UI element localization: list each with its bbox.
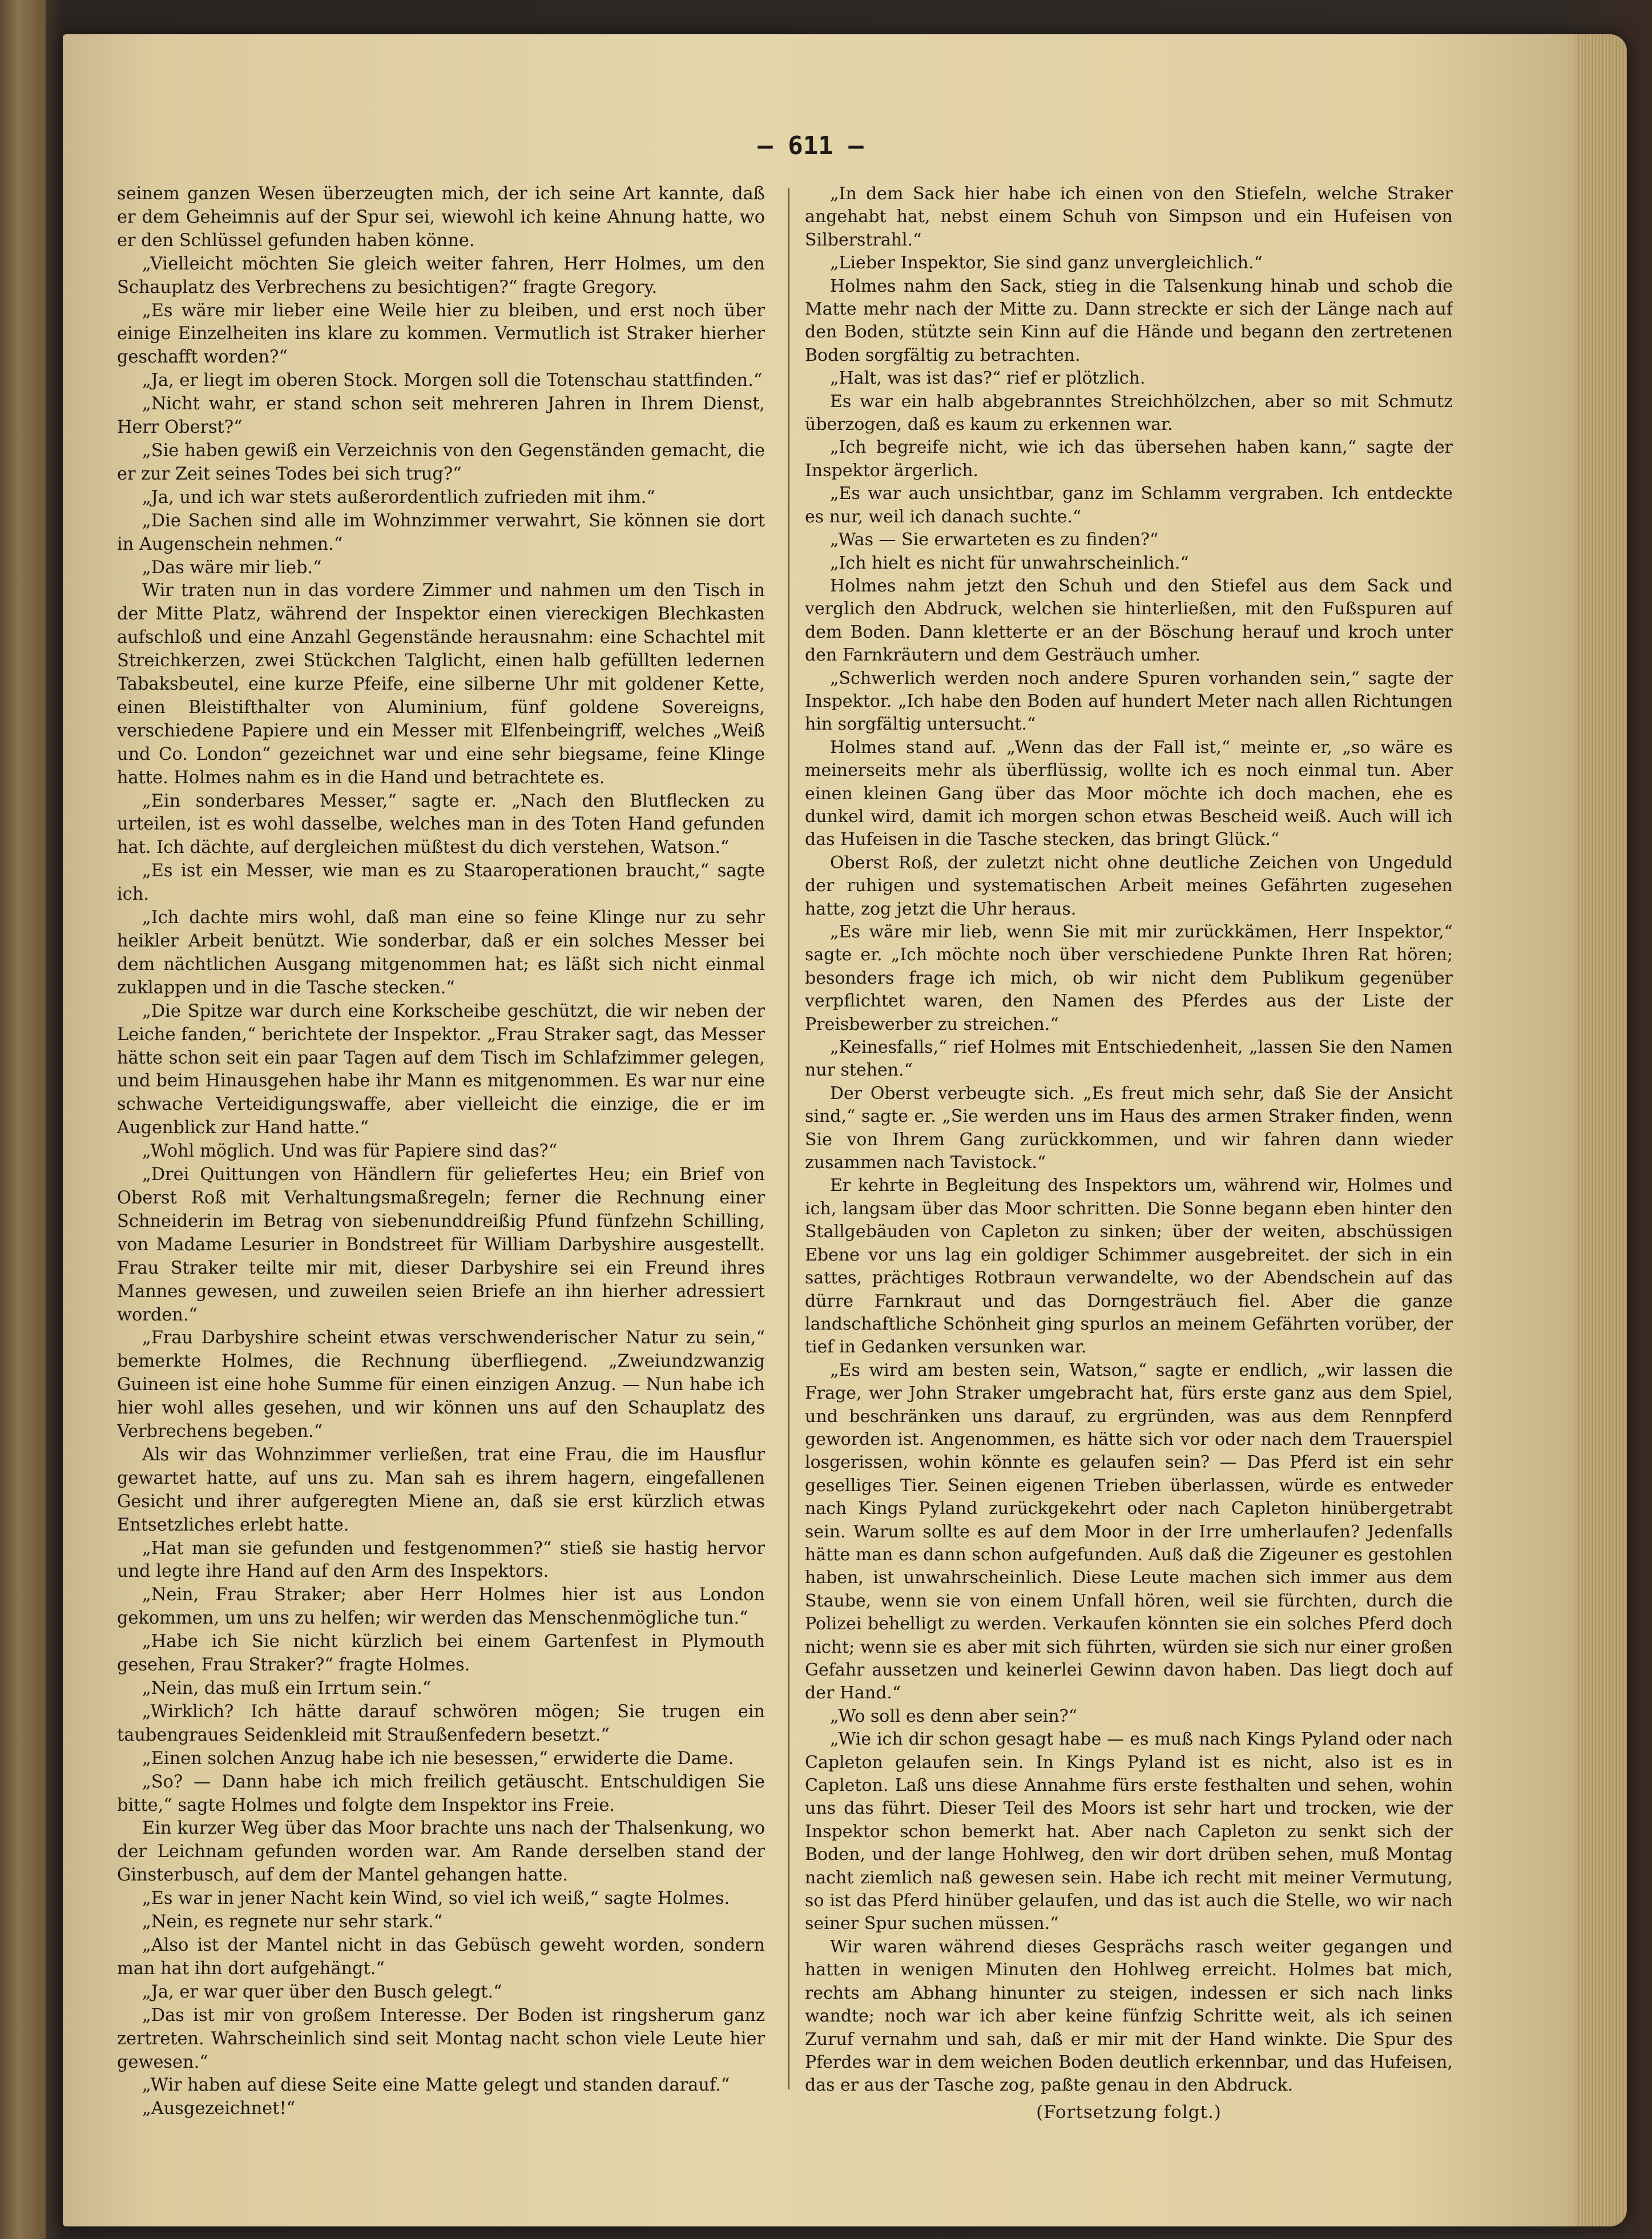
paragraph: „Das ist mir von großem Interesse. Der Boden ist ringsherum ganz zertreten. Wahrscheinlich sind seit Montag nacht schon viele Leute hier gewesen.“ xyxy=(117,2005,765,2072)
paragraph: „Also ist der Mantel nicht in das Gebüsch geweht worden, sondern man hat ihn dort aufgehängt.“ xyxy=(117,1935,765,1979)
paragraph: „Schwerlich werden noch andere Spuren vorhanden sein,“ sagte der Inspektor. „Ich habe den Boden auf hundert Meter nach allen Richtungen hin sorgfältig untersucht.“ xyxy=(805,668,1453,735)
paragraph: „Sie haben gewiß ein Verzeichnis von den Gegenständen gemacht, die er zur Zeit seines Todes bei sich trug?“ xyxy=(117,440,765,484)
paragraph: Es war ein halb abgebranntes Streichhölzchen, aber so mit Schmutz überzogen, daß es kaum zu erkennen war. xyxy=(805,391,1453,435)
paragraph: „Wirklich? Ich hätte darauf schwören mögen; Sie trugen ein taubengraues Seidenkleid mit Straußenfedern besetzt.“ xyxy=(117,1701,765,1745)
paragraph: „Ausgezeichnet!“ xyxy=(142,2099,296,2119)
paragraph: „Das wäre mir lieb.“ xyxy=(142,557,322,578)
paragraph: Wir traten nun in das vordere Zimmer und nahmen um den Tisch in der Mitte Platz, während der Inspektor einen viereckigen Blechkasten aufschloß und eine Anzahl Gegenstände herausnahm: eine Schachtel mit Streichkerzen, zwei Stückchen Talglicht, einen halb gefüllten ledernen Tabaksbeutel, eine kurze Pfeife, eine silberne Uhr mit goldener Kette, einen Bleistifthalter von Aluminium, fünf goldene Sovereigns, verschiedene Papiere und ein Messer mit Elfenbeingriff, welches „Weiß und Co. London“ gezeichnet war und eine sehr biegsame, feine Klinge hatte. Holmes nahm es in die Hand und betrachtete es. xyxy=(117,581,765,788)
paragraph: „Ich hielt es nicht für unwahrscheinlich.“ xyxy=(830,553,1189,573)
paragraph: „Nicht wahr, er stand schon seit mehreren Jahren in Ihrem Dienst, Herr Oberst?“ xyxy=(117,394,765,438)
paragraph: „Ja, er war quer über den Busch gelegt.“ xyxy=(142,1982,502,2002)
paragraph: „Ja, er liegt im oberen Stock. Morgen soll die Totenschau stattfinden.“ xyxy=(142,371,763,391)
paragraph: „Es war auch unsichtbar, ganz im Schlamm vergraben. Ich entdeckte es nur, weil ich danach suchte.“ xyxy=(805,484,1453,527)
paragraph: Holmes stand auf. „Wenn das der Fall ist,“ meinte er, „so wäre es meinerseits mehr als überflüssig, wollte ich es noch einmal tun. Aber einen kleinen Gang über das Moor möchte ich doch machen, ehe es dunkel wird, damit ich morgen schon etwas Bescheid weiß. Auch will ich das Hufeisen in die Tasche stecken, das bringt Glück.“ xyxy=(805,737,1453,850)
paragraph: „Ich dachte mirs wohl, daß man eine so feine Klinge nur zu sehr heikler Arbeit benützt. Wie sonderbar, daß er ein solches Messer bei dem nächtlichen Ausgang mitgenommen hat; es läßt sich nicht einmal zuklappen und in die Tasche stecken.“ xyxy=(117,908,765,998)
paragraph: „Nein, das muß ein Irrtum sein.“ xyxy=(142,1678,432,1698)
paragraph: „Lieber Inspektor, Sie sind ganz unvergleichlich.“ xyxy=(830,253,1263,273)
paragraph: Ein kurzer Weg über das Moor brachte uns nach der Thalsenkung, wo der Leichnam gefunden worden war. Am Rande derselben stand der Ginsterbusch, auf dem der Mantel gehangen hatte. xyxy=(117,1818,765,1886)
paragraph: „Hat man sie gefunden und festgenommen?“ stieß sie hastig hervor und legte ihre Hand auf den Arm des Inspektors. xyxy=(117,1538,765,1582)
paragraph: Er kehrte in Begleitung des Inspektors um, während wir, Holmes und ich, langsam über das Moor schritten. Die Sonne begann eben hinter den Stallgebäuden von Capleton zu sinken; über der weiten, abschüssigen Ebene vor uns lag ein goldiger Schimmer ausgebreitet. der sich in ein sattes, prächtiges Rotbraun verwandelte, wo der Abendschein auf das dürre Farnkraut und das Dorngesträuch fiel. Aber die ganze landschaftliche Schönheit ging spurlos an meinem Gefährten vorüber, der tief in Gedanken versunken war. xyxy=(805,1175,1453,1358)
column-divider xyxy=(788,188,789,2089)
paragraph: Oberst Roß, der zuletzt nicht ohne deutliche Zeichen von Ungeduld der ruhigen und systematischen Arbeit meines Gefährten zugesehen hatte, zog jetzt die Uhr heraus. xyxy=(805,852,1453,919)
paragraph: „Nein, Frau Straker; aber Herr Holmes hier ist aus London gekommen, um uns zu helfen; wir werden das Menschenmögliche tun.“ xyxy=(117,1585,765,1629)
paragraph: „Die Spitze war durch eine Korkscheibe geschützt, die wir neben der Leiche fanden,“ berichtete der Inspektor. „Frau Straker sagt, das Messer hätte schon seit ein paar Tagen auf dem Tisch im Schlafzimmer gelegen, und beim Hinausgehen habe ihr Mann es mitgenommen. Es war nur eine schwache Verteidigungswaffe, aber vielleicht die einzige, die er im Augenblick zur Hand hatte.“ xyxy=(117,1001,765,1138)
paragraph: „Frau Darbyshire scheint etwas verschwenderischer Natur zu sein,“ bemerkte Holmes, die Rechnung überfliegend. „Zweiundzwanzig Guineen ist eine hohe Summe für einen einzigen Anzug. — Nun habe ich hier wohl alles gesehen, und wir können uns auf den Schauplatz des Verbrechens begeben.“ xyxy=(117,1328,765,1442)
paragraph: „Die Sachen sind alle im Wohnzimmer verwahrt, Sie können sie dort in Augenschein nehmen.“ xyxy=(117,510,765,554)
paragraph: Der Oberst verbeugte sich. „Es freut mich sehr, daß Sie der Ansicht sind,“ sagte er. „Sie werden uns im Haus des armen Straker finden, wenn Sie von Ihrem Gang zurückkommen, und wir fahren dann wieder zusammen nach Tavistock.“ xyxy=(805,1083,1453,1173)
paragraph: „Drei Quittungen von Händlern für geliefertes Heu; ein Brief von Oberst Roß mit Verhaltungsmaßregeln; ferner die Rechnung einer Schneiderin im Betrag von siebenunddreißig Pfund fünfzehn Schilling, von Madame Lesurier in Bondstreet für William Darbyshire ausgestellt. Frau Straker teilte mir mit, dieser Darbyshire sei ein Freund ihres Mannes gewesen, und zuweilen seien Briefe an ihn hierher adressiert worden.“ xyxy=(117,1165,765,1325)
paragraph: „Ja, und ich war stets außerordentlich zufrieden mit ihm.“ xyxy=(142,487,655,508)
paragraph: „Halt, was ist das?“ rief er plötzlich. xyxy=(830,368,1146,389)
paragraph: „Es war in jener Nacht kein Wind, so viel ich weiß,“ sagte Holmes. xyxy=(142,1888,730,1909)
paragraph: „Wohl möglich. Und was für Papiere sind das?“ xyxy=(142,1141,558,1162)
paragraph: Holmes nahm jetzt den Schuh und den Stiefel aus dem Sack und verglich den Abdruck, welchen sie hinterließen, mit den Fußspuren auf dem Boden. Dann kletterte er an der Böschung herauf und kroch unter den Farnkräutern und dem Gesträuch umher. xyxy=(805,575,1453,666)
paragraph: „Es wäre mir lieb, wenn Sie mit mir zurückkämen, Herr Inspektor,“ sagte er. „Ich möchte noch über verschiedene Punkte Ihren Rat hören; besonders frage ich mich, ob wir nicht dem Publikum gegenüber verpflichtet waren, den Namen des Pferdes aus der Liste der Preisbewerber zu streichen.“ xyxy=(805,922,1453,1034)
paragraph: „In dem Sack hier habe ich einen von den Stiefeln, welche Straker angehabt hat, nebst einem Schuh von Simpson und ein Hufeisen von Silberstrahl.“ xyxy=(805,184,1453,250)
paragraph: „Wie ich dir schon gesagt habe — es muß nach Kings Pyland oder nach Capleton gelaufen sein. In Kings Pyland ist es nicht, also ist es in Capleton. Laß uns diese Annahme fürs erste festhalten und sehen, wohin uns das führt. Dieser Teil des Moors ist sehr hart und trocken, wie der Inspektor schon bemerkt hat. Aber nach Capleton zu senkt sich der Boden, und der lange Hohlweg, den wir dort drüben sehen, muß Montag nacht ziemlich naß gewesen sein. Habe ich recht mit meiner Vermutung, so ist das Pferd hinüber gelaufen, und das ist auch die Stelle, wo wir nach seiner Spur suchen müssen.“ xyxy=(805,1729,1453,1934)
continuation-note: (Fortsetzung folgt.) xyxy=(1036,2101,1222,2123)
paragraph: „Ein sonderbares Messer,“ sagte er. „Nach den Blutflecken zu urteilen, ist es wohl dasselbe, welches man in des Toten Hand gefunden hat. Ich dächte, auf dergleichen müßtest du dich verstehen, Watson.“ xyxy=(117,791,765,858)
paragraph: „Nein, es regnete nur sehr stark.“ xyxy=(142,1912,443,1932)
paragraph: „So? — Dann habe ich mich freilich getäuscht. Entschuldigen Sie bitte,“ sagte Holmes und folgte dem Inspektor ins Freie. xyxy=(117,1771,765,1815)
page-edges xyxy=(1576,34,1627,2226)
paragraph: „Es ist ein Messer, wie man es zu Staaroperationen braucht,“ sagte ich. xyxy=(117,861,765,905)
paragraph: „Keinesfalls,“ rief Holmes mit Entschiedenheit, „lassen Sie den Namen nur stehen.“ xyxy=(805,1037,1453,1081)
paragraph: „Einen solchen Anzug habe ich nie besessen,“ erwiderte die Dame. xyxy=(142,1748,734,1769)
page-number: — 611 — xyxy=(757,131,864,160)
previous-page-edge xyxy=(0,0,46,2239)
paragraph: Holmes nahm den Sack, stieg in die Talsenkung hinab und schob die Matte mehr nach der Mitte zu. Dann streckte er sich der Länge nach auf den Boden, stützte sein Kinn auf die Hände und begann den zertretenen Boden sorgfältig zu betrachten. xyxy=(805,276,1453,365)
paragraph: „Wir haben auf diese Seite eine Matte gelegt und standen darauf.“ xyxy=(142,2075,730,2096)
paragraph: „Es wird am besten sein, Watson,“ sagte er endlich, „wir lassen die Frage, wer John Straker umgebracht hat, fürs erste ganz aus dem Spiel, und beschränken uns darauf, zu ergründen, was aus dem Rennpferd geworden ist. Angenommen, es hätte sich vor oder nach dem Trauerspiel losgerissen, wohin könnte es gelaufen sein? — Das Pferd ist ein sehr geselliges Tier. Seinen eigenen Trieben überlassen, würde es entweder nach Kings Pyland zurückgekehrt oder nach Capleton hinübergetrabt sein. Warum sollte es auf dem Moor in der Irre umherlaufen? Jedenfalls hätte man es dann schon aufgefunden. Auß daß die Zigeuner es gestohlen haben, ist unwahrscheinlich. Diese Leute machen sich immer aus dem Staube, wenn sie von einem Unfall hören, weil sie fürchten, durch die Polizei behelligt zu werden. Verkaufen könnten sie ein solches Pferd doch nicht; wenn sie es aber mit sich führten, würden sie sich nur einer großen Gefahr aussetzen und keinerlei Gewinn davon haben. Das liegt doch auf der Hand.“ xyxy=(805,1360,1453,1704)
paragraph: „Wo soll es denn aber sein?“ xyxy=(830,1706,1078,1726)
paragraph: „Habe ich Sie nicht kürzlich bei einem Gartenfest in Plymouth gesehen, Frau Straker?“ fragte Holmes. xyxy=(117,1632,765,1676)
paragraph: „Ich begreife nicht, wie ich das übersehen haben kann,“ sagte der Inspektor ärgerlich. xyxy=(805,437,1453,481)
paragraph: seinem ganzen Wesen überzeugten mich, der ich seine Art kannte, daß er dem Geheimnis auf der Spur sei, wiewohl ich keine Ahnung hatte, wo er den Schlüssel gefunden haben könne. xyxy=(117,184,765,251)
paragraph: „Es wäre mir lieber eine Weile hier zu bleiben, und erst noch über einige Einzelheiten ins klare zu kommen. Vermutlich ist Straker hierher geschafft worden?“ xyxy=(117,300,765,368)
paragraph: Wir waren während dieses Gesprächs rasch weiter gegangen und hatten in wenigen Minuten den Hohlweg erreicht. Holmes bat mich, rechts am Abhang hinunter zu steigen, indessen er sich nach links wandte; noch war ich aber keine fünfzig Schritte weit, als ich seinen Zuruf vernahm und sah, daß er mir mit der Hand winkte. Die Spur des Pferdes war in dem weichen Boden deutlich erkennbar, und das Hufeisen, das er aus der Tasche zog, paßte genau in den Abdruck. xyxy=(805,1936,1453,2096)
left-column xyxy=(117,183,765,2124)
paragraph: Als wir das Wohnzimmer verließen, trat eine Frau, die im Hausflur gewartet hatte, auf uns zu. Man sah es ihrem hagern, eingefallenen Gesicht und ihrer aufgeregten Miene an, daß sie erst kürzlich etwas Entsetzliches erlebt hatte. xyxy=(117,1444,765,1535)
right-column xyxy=(805,183,1453,2124)
paragraph: „Vielleicht möchten Sie gleich weiter fahren, Herr Holmes, um den Schauplatz des Verbrechens zu besichtigen?“ fragte Gregory. xyxy=(117,253,765,297)
paragraph: „Was — Sie erwarteten es zu finden?“ xyxy=(830,530,1159,550)
